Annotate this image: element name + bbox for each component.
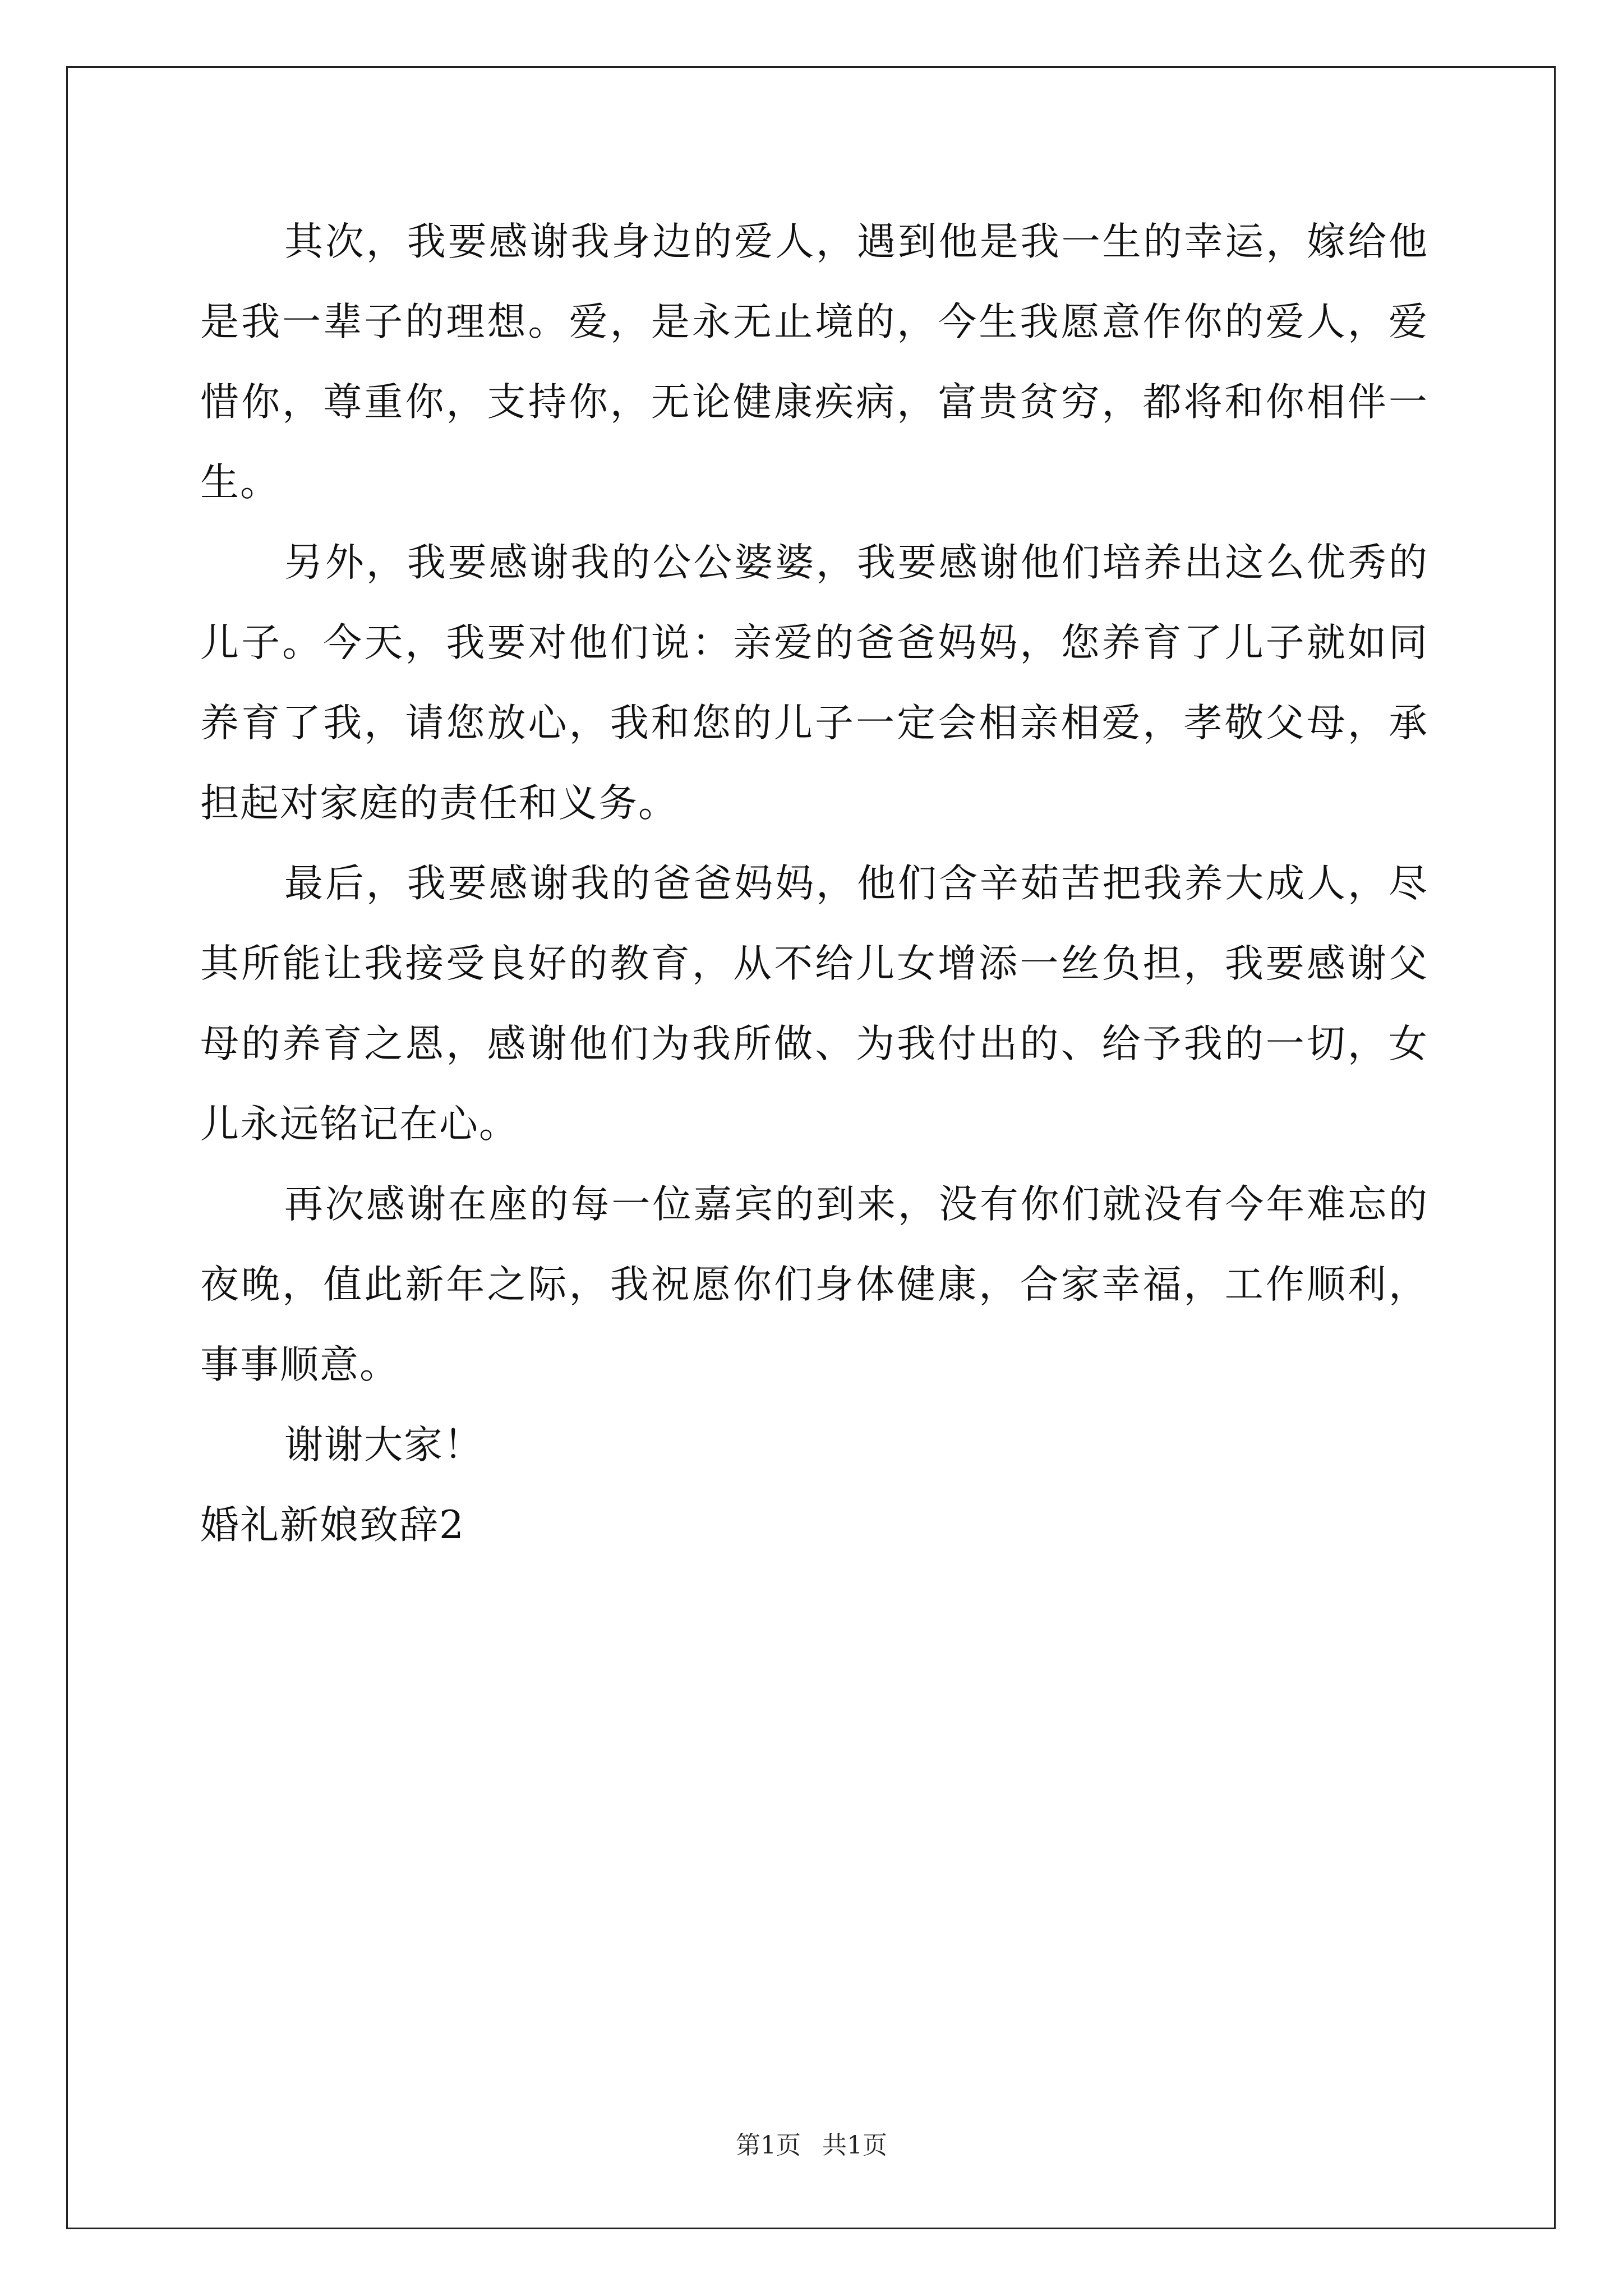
page-total: 共1页 [822, 2131, 887, 2160]
section-heading: 婚礼新娘致辞2 [200, 1503, 465, 1548]
paragraph-thanks-in-laws: 另外，我要感谢我的公公婆婆，我要感谢他们培养出这么优秀的儿子。今天，我要对他们说：亲爱的爸爸妈妈，您养育了儿子就如同养育了我，请您放心，我和您的儿子一定会相亲相爱，孝敬父母，承担起对家庭的责任和义务。 [200, 540, 1428, 826]
paragraph-thanks-husband: 其次，我要感谢我身边的爱人，遇到他是我一生的幸运，嫁给他是我一辈子的理想。爱，是永无止境的，今生我愿意作你的爱人，爱惜你，尊重你，支持你，无论健康疾病，富贵贫穷，都将和你相伴一生。 [200, 219, 1428, 505]
paragraph-closing: 谢谢大家！ [284, 1423, 483, 1467]
document-body [200, 202, 1428, 1566]
page-number: 第1页 [736, 2131, 801, 2160]
paragraph-thanks-parents: 最后，我要感谢我的爸爸妈妈，他们含辛茹苦把我养大成人，尽其所能让我接受良好的教育，从不给儿女增添一丝负担，我要感谢父母的养育之恩，感谢他们为我所做、为我付出的、给予我的一切，女儿永远铭记在心。 [200, 861, 1428, 1147]
paragraph-thanks-guests: 再次感谢在座的每一位嘉宾的到来，没有你们就没有今年难忘的夜晚，值此新年之际，我祝愿你们身体健康，合家幸福，工作顺利，事事顺意。 [200, 1182, 1428, 1387]
page-footer [0, 2129, 1623, 2162]
